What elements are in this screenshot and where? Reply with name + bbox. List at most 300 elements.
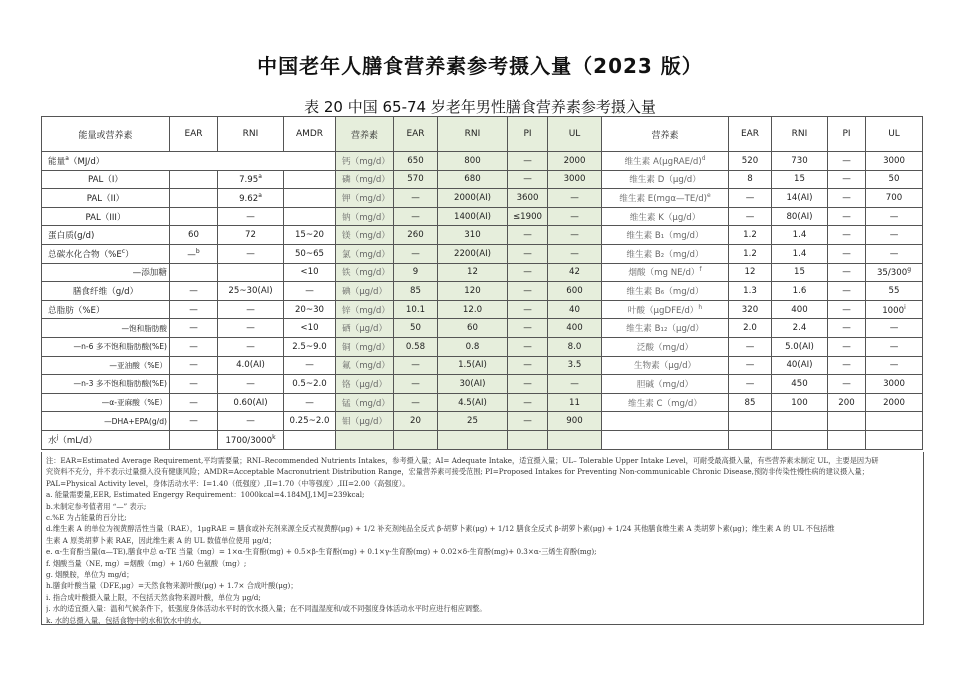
- mineral-pi: [508, 337, 548, 356]
- mineral-name: [336, 244, 394, 263]
- vitamin-ul: [866, 189, 923, 208]
- mineral-ul: [548, 412, 602, 431]
- ear-value: [170, 189, 218, 208]
- vitamin-rni-text: 14(AI): [786, 192, 813, 203]
- mineral-pi-text: ≤1900: [512, 211, 543, 222]
- vitamin-rni-text: 450: [791, 378, 808, 389]
- ear-value: [170, 319, 218, 338]
- mineral-rni: [438, 412, 508, 431]
- mineral-ear-text: 50: [410, 323, 421, 334]
- mineral-rni: [438, 300, 508, 319]
- vitamin-ul-text: —: [889, 230, 899, 241]
- mineral-pi-text: —: [523, 341, 532, 352]
- vitamin-rni: [772, 412, 828, 431]
- vitamin-pi: [828, 393, 866, 412]
- rni-value: [218, 393, 284, 412]
- vitamin-pi-text: —: [842, 304, 851, 315]
- table-header-row: [42, 117, 923, 152]
- vitamin-ear-text: —: [745, 341, 755, 352]
- vitamin-ul-text: 700: [885, 192, 903, 203]
- amdr-value-text: —: [305, 397, 314, 408]
- vitamin-pi: [828, 300, 866, 319]
- vitamin-ul: [866, 393, 923, 412]
- amdr-value: [284, 189, 336, 208]
- amdr-value-text: —: [305, 360, 314, 371]
- vitamin-rni: [772, 356, 828, 375]
- vitamin-pi-text: —: [842, 285, 851, 296]
- nutrient-name-text: PAL（II）: [86, 193, 125, 204]
- amdr-value-text: —: [305, 285, 314, 296]
- vitamin-ear-text: 2.0: [743, 323, 757, 334]
- rni-value: [218, 412, 284, 431]
- vitamin-rni: [772, 393, 828, 412]
- vitamin-pi: [828, 263, 866, 282]
- ear-value-text: —: [189, 341, 198, 352]
- footnote-marker: g: [907, 266, 912, 274]
- vitamin-pi-text: —: [842, 155, 851, 166]
- footnote-marker: a: [258, 192, 262, 200]
- rni-value-text: —: [246, 323, 255, 334]
- vitamin-ul: [866, 170, 923, 189]
- mineral-ear-text: 570: [407, 174, 424, 185]
- mineral-rni-text: 680: [464, 174, 481, 185]
- vitamin-ear: [729, 152, 772, 171]
- table-row: [42, 430, 923, 449]
- table-row: [42, 356, 923, 375]
- mineral-pi-text: —: [523, 174, 532, 185]
- mineral-pi-text: —: [523, 397, 532, 408]
- nutrient-name: [42, 300, 170, 319]
- ear-value: [170, 300, 218, 319]
- rni-value-text: 1700/3000: [225, 435, 273, 446]
- vitamin-pi: [828, 337, 866, 356]
- mineral-ear-text: 10.1: [405, 304, 426, 315]
- vitamin-name: [602, 282, 729, 301]
- rni-value: [218, 356, 284, 375]
- vitamin-pi-text: —: [842, 378, 851, 389]
- mineral-pi: [508, 263, 548, 282]
- vitamin-ear-text: —: [745, 192, 755, 203]
- table-row: [42, 189, 923, 208]
- vitamin-ear: [729, 375, 772, 394]
- vitamin-name: [602, 337, 729, 356]
- ear-value: [170, 356, 218, 375]
- vitamin-name-text: 泛酸（mg/d）: [636, 342, 694, 353]
- footnote-line: i. 指合成叶酸摄入量上限，不包括天然食物来源叶酸，单位为 μg/d;: [46, 592, 261, 602]
- mineral-name-text: 钙（mg/d）: [342, 156, 390, 167]
- footnote-marker: k: [272, 433, 276, 441]
- vitamin-ul-text: —: [889, 360, 899, 371]
- vitamin-pi-text: —: [842, 323, 851, 334]
- mineral-ear-text: —: [411, 378, 420, 389]
- footnote-line: PAL=Physical Activity level，身体活动水平：I=1.40（低强度）,II=1.70（中等强度）,III=2.00（高强度）。: [46, 478, 410, 488]
- vitamin-rni: [772, 300, 828, 319]
- table-row: [42, 170, 923, 189]
- vitamin-name-text: 维生素 K（μg/d）: [629, 212, 701, 223]
- mineral-name: [336, 337, 394, 356]
- vitamin-rni-text: 15: [794, 267, 805, 278]
- mineral-ul-text: —: [570, 378, 579, 389]
- table-row: [42, 282, 923, 301]
- vitamin-ul: [866, 430, 923, 449]
- mineral-rni-text: 60: [467, 323, 478, 334]
- vitamin-ear: [729, 430, 772, 449]
- header-cell: EAR: [729, 117, 772, 152]
- mineral-rni-text: 1400(AI): [454, 211, 491, 222]
- mineral-pi-text: —: [523, 248, 532, 259]
- mineral-name-text: 碘（μg/d）: [342, 286, 388, 297]
- vitamin-rni: [772, 430, 828, 449]
- vitamin-ear-text: 1.2: [743, 230, 757, 241]
- vitamin-rni: [772, 263, 828, 282]
- header-cell: RNI: [218, 117, 284, 152]
- table-row: [42, 300, 923, 319]
- mineral-name: [336, 375, 394, 394]
- vitamin-rni-text: 1.6: [792, 285, 807, 296]
- vitamin-ear-text: —: [745, 360, 755, 371]
- mineral-ul: [548, 337, 602, 356]
- vitamin-ul-text: —: [889, 248, 899, 259]
- mineral-name-text: 钾（mg/d）: [342, 193, 390, 204]
- mineral-pi: [508, 300, 548, 319]
- vitamin-name-text: 维生素 E(mgα—TE/d): [619, 193, 708, 204]
- nutrient-name: [42, 319, 170, 338]
- ear-value-text: —: [189, 360, 198, 371]
- mineral-rni-text: 30(AI): [459, 378, 486, 389]
- ear-value: [170, 430, 218, 449]
- ear-value: [170, 375, 218, 394]
- table-row: [42, 319, 923, 338]
- vitamin-ul: [866, 282, 923, 301]
- vitamin-ear: [729, 244, 772, 263]
- mineral-pi: [508, 393, 548, 412]
- footnote-line: f. 烟酸当量（NE, mg）=烟酸（mg）+ 1/60 色氨酸（mg）;: [46, 558, 247, 568]
- mineral-ul-text: 8.0: [567, 341, 582, 352]
- mineral-ul-text: 900: [566, 416, 583, 427]
- nutrient-name: [42, 356, 170, 375]
- vitamin-name-text: 维生素 B₁₂（μg/d）: [626, 324, 704, 335]
- vitamin-ul: [866, 263, 923, 282]
- mineral-ear: [394, 337, 438, 356]
- ear-value: [170, 393, 218, 412]
- mineral-pi: [508, 356, 548, 375]
- rni-value-text: 72: [245, 230, 256, 241]
- mineral-pi-text: —: [523, 304, 532, 315]
- rni-value: [218, 226, 284, 245]
- ear-value: [170, 170, 218, 189]
- nutrient-name-text: 总脂肪（%E）: [48, 305, 105, 316]
- rni-value: [218, 375, 284, 394]
- mineral-ear: [394, 152, 438, 171]
- vitamin-ear: [729, 170, 772, 189]
- rni-value-text: 7.95: [239, 175, 259, 186]
- vitamin-ear: [729, 319, 772, 338]
- vitamin-ul-text: 35/300: [876, 268, 908, 279]
- nutrient-name-text: PAL（I）: [87, 175, 124, 186]
- vitamin-pi: [828, 152, 866, 171]
- mineral-ear: [394, 189, 438, 208]
- mineral-name: [336, 152, 394, 171]
- amdr-value: [284, 244, 336, 263]
- mineral-ear: [394, 430, 438, 449]
- mineral-ear: [394, 375, 438, 394]
- mineral-name-text: 铬（μg/d）: [342, 379, 388, 390]
- mineral-rni-text: 310: [464, 230, 481, 241]
- vitamin-ul: [866, 152, 923, 171]
- vitamin-pi: [828, 207, 866, 226]
- header-cell: UL: [866, 117, 923, 152]
- rni-value: [218, 430, 284, 449]
- ear-value-text: —: [189, 304, 198, 315]
- vitamin-name: [602, 189, 729, 208]
- mineral-ear-text: 20: [410, 416, 421, 427]
- vitamin-name-text: 维生素 B₁（mg/d）: [626, 231, 704, 242]
- table-row: [42, 226, 923, 245]
- mineral-name-text: 铜（mg/d）: [342, 342, 390, 353]
- ear-value-text: 60: [188, 230, 199, 241]
- vitamin-ear-text: 1.3: [743, 285, 757, 296]
- mineral-rni: [438, 263, 508, 282]
- table-row: [42, 152, 923, 171]
- vitamin-rni: [772, 282, 828, 301]
- vitamin-pi-text: —: [842, 360, 851, 371]
- mineral-pi-text: —: [523, 267, 532, 278]
- table-row: [42, 207, 923, 226]
- footnote-line: c.%E 为占能量的百分比;: [46, 513, 127, 523]
- rni-value: [218, 170, 284, 189]
- footnote-line: k. 水的总摄入量，包括食物中的水和饮水中的水。: [46, 615, 206, 625]
- nutrient-name-text: —DHA+EPA(g/d): [104, 416, 167, 426]
- mineral-ear: [394, 393, 438, 412]
- vitamin-ul-text: 2000: [883, 397, 905, 408]
- mineral-ul: [548, 393, 602, 412]
- amdr-value: [284, 412, 336, 431]
- vitamin-pi-text: —: [842, 341, 851, 352]
- mineral-rni: [438, 189, 508, 208]
- vitamin-rni-text: 730: [791, 155, 808, 166]
- amdr-value: [284, 393, 336, 412]
- mineral-pi: [508, 412, 548, 431]
- header-cell: PI: [508, 117, 548, 152]
- rni-value: [218, 263, 284, 282]
- vitamin-name: [602, 393, 729, 412]
- vitamin-pi-text: —: [842, 192, 851, 203]
- mineral-pi-text: —: [523, 323, 532, 334]
- mineral-ear: [394, 412, 438, 431]
- mineral-name-text: 铁（mg/d）: [342, 268, 390, 279]
- nutrient-name-text: —添加糖: [132, 268, 167, 279]
- mineral-rni: [438, 152, 508, 171]
- vitamin-name: [602, 170, 729, 189]
- nutrient-name: [42, 337, 170, 356]
- mineral-ul: [548, 263, 602, 282]
- vitamin-name: [602, 226, 729, 245]
- mineral-pi: [508, 189, 548, 208]
- mineral-name: [336, 430, 394, 449]
- amdr-value: [284, 375, 336, 394]
- ear-value-text: —: [189, 323, 198, 334]
- vitamin-ear-text: 1.2: [743, 248, 757, 259]
- vitamin-ul-text: 3000: [883, 378, 905, 389]
- vitamin-name: [602, 356, 729, 375]
- mineral-rni: [438, 393, 508, 412]
- nutrient-name: [42, 263, 170, 282]
- table-row: [42, 263, 923, 282]
- footnote-marker: i: [904, 303, 906, 311]
- vitamin-rni-text: 100: [791, 397, 808, 408]
- mineral-rni-text: 12.0: [462, 304, 483, 315]
- footnote-line: 注：EAR=Estimated Average Requirement,平均需要量；RNI–Recommended Nutrients Intakes，参考摄入量；AI= Adequate Intake，适宜摄入量；UL– Tolerable Upper Intake Level，可耐受最高摄入量，有些营养素未制定 UL，主要是因为研: [46, 456, 879, 465]
- vitamin-ear-text: 320: [741, 304, 759, 315]
- amdr-value: [284, 170, 336, 189]
- vitamin-name: [602, 412, 729, 431]
- rni-value: [218, 319, 284, 338]
- amdr-value-text: 0.25~2.0: [289, 416, 330, 427]
- nutrient-name-text: —n-3 多不饱和脂肪酸(%E): [73, 379, 167, 389]
- mineral-name: [336, 189, 394, 208]
- mineral-rni: [438, 207, 508, 226]
- footnote-line: e. α-生育酚当量(α—TE),膳食中总 α-TE 当量（mg）= 1×α-生育酚(mg) + 0.5×β-生育酚(mg) + 0.1×γ-生育酚(mg) + 0.02×δ-生育酚(mg)+ 0.3×α-三烯生育酚(mg);: [46, 547, 597, 557]
- vitamin-rni-text: 15: [794, 174, 805, 185]
- footnote-line: b.未制定参考值者用 “—” 表示;: [46, 501, 147, 511]
- footnote-line: d.维生素 A 的单位为视黄醇活性当量（RAE），1μgRAE = 膳食或补充剂来源全反式视黄醇(μg) + 1/2 补充剂纯品全反式 β-胡萝卜素(μg) + 1/12 膳食全反式 β-胡萝卜素(μg) + 1/24 其他膳食维生素 A 类胡萝卜素(μg)；维生素 A 的 UL 不包括维: [46, 524, 835, 534]
- vitamin-ear: [729, 226, 772, 245]
- mineral-name: [336, 412, 394, 431]
- mineral-ear: [394, 263, 438, 282]
- mineral-ear: [394, 170, 438, 189]
- mineral-ul: [548, 244, 602, 263]
- mineral-ear: [394, 282, 438, 301]
- vitamin-name-text: 胆碱（mg/d）: [636, 379, 694, 390]
- amdr-value-text: <10: [300, 267, 319, 278]
- mineral-ear-text: —: [411, 397, 420, 408]
- vitamin-name-text: 生物素（μg/d）: [633, 361, 697, 372]
- mineral-name-text: 钠（mg/d）: [342, 212, 390, 223]
- nutrient-name-text: —饱和脂肪酸: [121, 323, 167, 333]
- vitamin-ul-text: —: [889, 211, 899, 222]
- nutrient-reference-table: [41, 116, 923, 450]
- vitamin-name: [602, 319, 729, 338]
- vitamin-ul-text: 50: [888, 174, 900, 185]
- mineral-pi: [508, 375, 548, 394]
- mineral-ul-text: 400: [566, 323, 583, 334]
- nutrient-name: [42, 430, 170, 449]
- unit-text: （mL/d）: [58, 435, 97, 446]
- rni-value: [218, 244, 284, 263]
- vitamin-name-text: 维生素 B₂（mg/d）: [626, 249, 704, 260]
- nutrient-name-text: —α-亚麻酸（%E）: [101, 398, 167, 408]
- mineral-ear: [394, 356, 438, 375]
- rni-value-text: 0.60(AI): [233, 397, 268, 408]
- vitamin-ul: [866, 412, 923, 431]
- vitamin-pi: [828, 282, 866, 301]
- mineral-ul-text: 42: [569, 267, 580, 278]
- table-row: [42, 393, 923, 412]
- header-cell: UL: [548, 117, 602, 152]
- mineral-ul-text: 11: [569, 397, 580, 408]
- vitamin-name: [602, 263, 729, 282]
- mineral-ul: [548, 430, 602, 449]
- vitamin-pi-text: —: [842, 248, 851, 259]
- mineral-ear-text: 650: [407, 155, 424, 166]
- ear-value: [170, 282, 218, 301]
- mineral-name: [336, 282, 394, 301]
- rni-value-text: —: [246, 341, 255, 352]
- vitamin-ul: [866, 337, 923, 356]
- vitamin-name: [602, 430, 729, 449]
- amdr-value-text: 15~20: [294, 230, 325, 241]
- vitamin-pi: [828, 189, 866, 208]
- rni-value-text: —: [246, 211, 255, 222]
- vitamin-ul-text: 3000: [883, 155, 905, 166]
- vitamin-ear-text: 12: [744, 267, 756, 278]
- rni-value-text: 4.0(AI): [236, 360, 265, 371]
- mineral-rni: [438, 375, 508, 394]
- mineral-ul: [548, 300, 602, 319]
- vitamin-name-text: 维生素 C（mg/d）: [628, 398, 702, 409]
- mineral-ul-text: 600: [566, 285, 583, 296]
- header-cell: 能量或营养素: [42, 117, 170, 152]
- mineral-ear-text: —: [411, 211, 420, 222]
- amdr-value: [284, 263, 336, 282]
- mineral-rni: [438, 337, 508, 356]
- mineral-ear-text: 85: [410, 285, 421, 296]
- vitamin-name: [602, 300, 729, 319]
- mineral-rni: [438, 430, 508, 449]
- amdr-value: [284, 207, 336, 226]
- mineral-ear: [394, 226, 438, 245]
- amdr-value-text: <10: [300, 323, 319, 334]
- mineral-pi-text: —: [523, 285, 532, 296]
- mineral-name-text: 镁（mg/d）: [342, 231, 390, 242]
- mineral-pi-text: 3600: [516, 192, 539, 203]
- header-cell: RNI: [772, 117, 828, 152]
- vitamin-pi-text: 200: [838, 397, 855, 408]
- nutrient-name: [42, 226, 170, 245]
- vitamin-pi: [828, 412, 866, 431]
- ear-value: [170, 207, 218, 226]
- vitamin-ul-text: —: [889, 323, 899, 334]
- mineral-ul: [548, 189, 602, 208]
- nutrient-name: [42, 282, 170, 301]
- mineral-rni-text: 2000(AI): [454, 192, 491, 203]
- vitamin-ear-text: —: [745, 378, 755, 389]
- amdr-value-text: 20~30: [294, 304, 325, 315]
- mineral-rni: [438, 282, 508, 301]
- vitamin-rni: [772, 226, 828, 245]
- amdr-value: [284, 356, 336, 375]
- nutrient-name: [42, 375, 170, 394]
- footnote-marker: e: [707, 192, 711, 200]
- vitamin-name-text: 维生素 B₆（mg/d）: [626, 286, 704, 297]
- amdr-value: [284, 300, 336, 319]
- amdr-value: [284, 226, 336, 245]
- vitamin-rni: [772, 189, 828, 208]
- vitamin-rni-text: 80(AI): [786, 211, 813, 222]
- vitamin-ul: [866, 319, 923, 338]
- footnote-line: h.膳食叶酸当量（DFE,μg）=天然食物来源叶酸(μg) + 1.7× 合成叶酸(μg)；: [46, 581, 298, 591]
- mineral-name: [336, 263, 394, 282]
- vitamin-pi: [828, 226, 866, 245]
- vitamin-rni-text: 5.0(AI): [785, 341, 814, 352]
- mineral-name: [336, 226, 394, 245]
- mineral-ul: [548, 319, 602, 338]
- ear-value-text: —: [187, 249, 196, 260]
- vitamin-pi: [828, 375, 866, 394]
- mineral-ul: [548, 152, 602, 171]
- vitamin-pi: [828, 319, 866, 338]
- vitamin-name-text: 烟酸（mg NE/d）: [628, 268, 700, 279]
